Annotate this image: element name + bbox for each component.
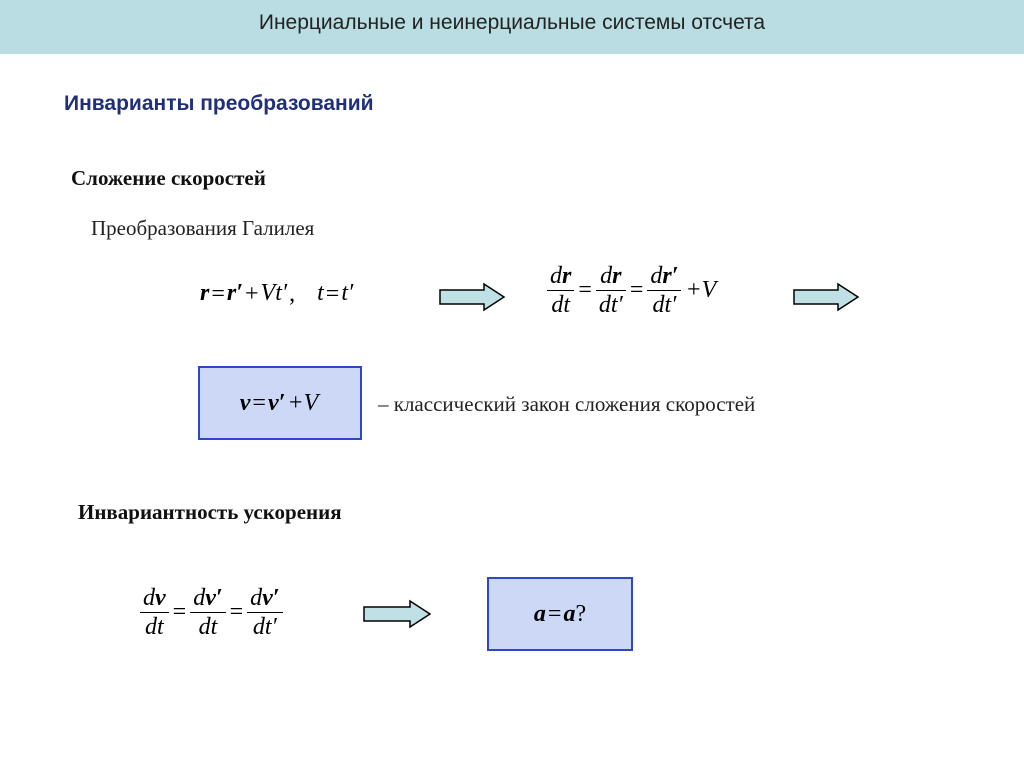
acceleration-question-formula: a = a ?	[533, 600, 587, 627]
velocity-law-box	[198, 366, 362, 440]
acceleration-derivative-equation: $\frac{dv}{dt}$ = $\frac{dv'}{dt}$ = $\frac{dv'}{dt'}$	[138, 584, 285, 641]
section-title: Инварианты преобразований	[64, 92, 374, 115]
galileo-subheading: Преобразования Галилея	[91, 216, 315, 240]
acceleration-heading: Инвариантность ускорения	[78, 500, 342, 524]
arrow-right-icon	[792, 282, 860, 312]
galileo-transform-equation: r=r′+Vt′, t=t′	[200, 280, 354, 307]
velocity-law-formula: v = v′ +V	[239, 389, 319, 416]
velocity-law-description: – классический закон сложения скоростей	[378, 392, 756, 416]
velocity-addition-heading: Сложение скоростей	[71, 166, 266, 190]
velocity-derivative-equation: $\frac{dr}{dt}$ = $\frac{dr}{dt'}$ = $\frac{dr'}{dt'}$ +V	[545, 262, 718, 319]
page-title: Инерциальные и неинерциальные системы отсчета	[258, 11, 766, 34]
arrow-right-icon	[362, 599, 432, 629]
arrow-right-icon	[438, 282, 506, 312]
acceleration-question-box	[487, 577, 633, 651]
